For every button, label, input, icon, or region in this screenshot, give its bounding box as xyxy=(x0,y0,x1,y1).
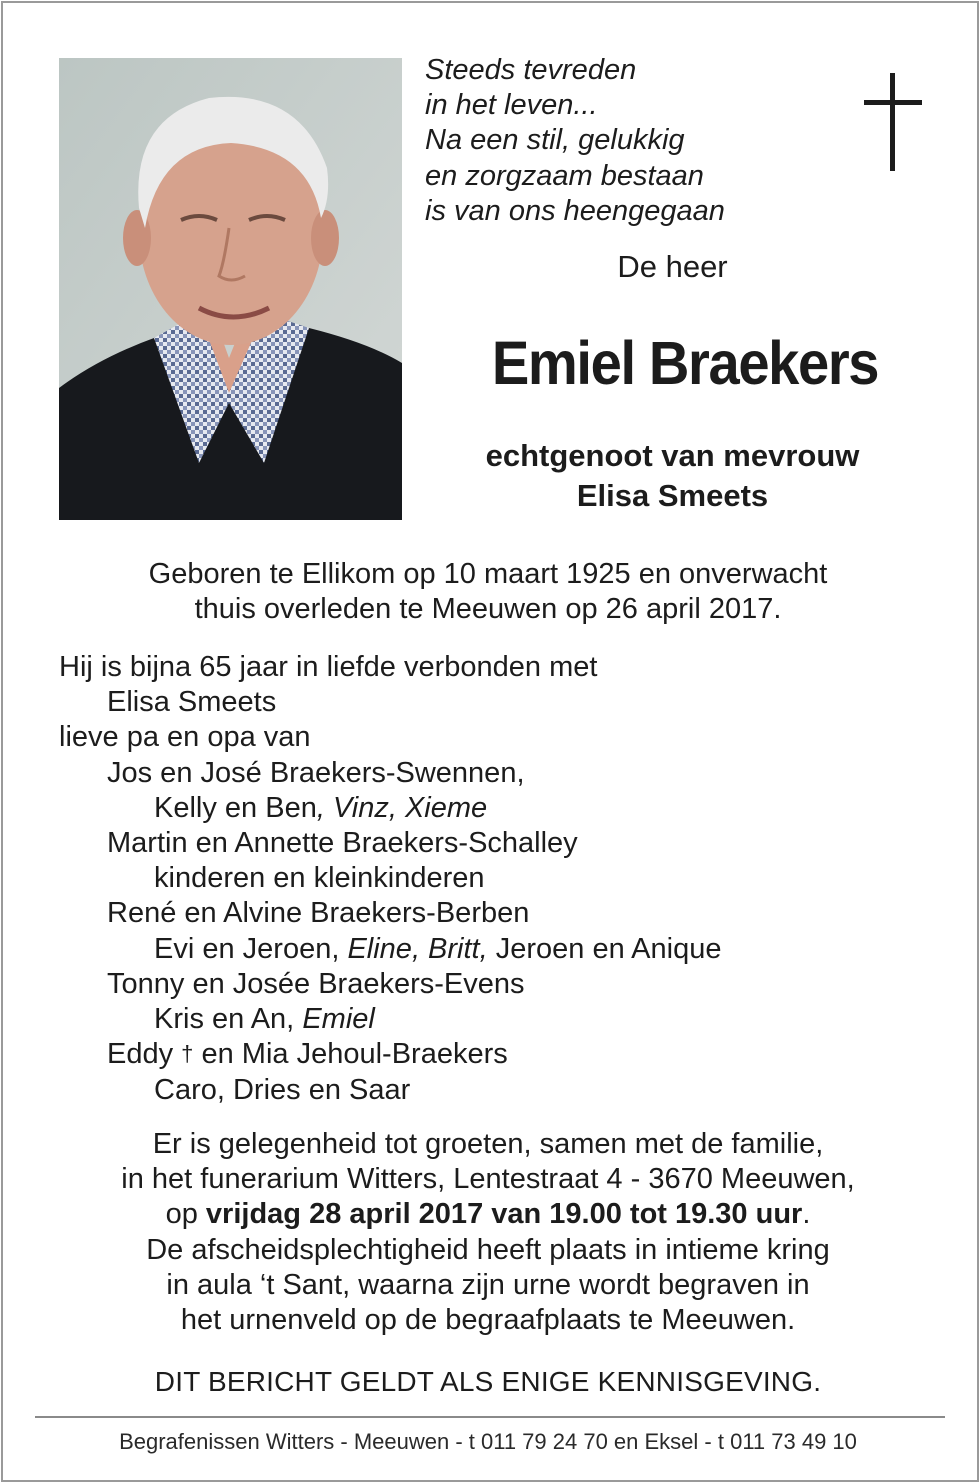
family-child: Martin en Annette Braekers-Schalley xyxy=(107,827,578,860)
death-line: thuis overleden te Meeuwen op 26 april 2017. xyxy=(194,593,782,625)
family-intro: Hij is bijna 65 jaar in liefde verbonden met xyxy=(59,651,598,683)
grandchildren-text: Kris en An, xyxy=(154,1003,303,1036)
visit-line: in het funerarium Witters, Lentestraat 4 - 3670 Meeuwen, xyxy=(121,1163,855,1196)
visit-line: in aula ‘t Sant, waarna zijn urne wordt begraven in xyxy=(166,1268,810,1301)
grandchildren-text: Kelly en Ben xyxy=(154,791,317,824)
family-child: Jos en José Braekers-Swennen, xyxy=(107,756,525,789)
poem-line: Na een stil, gelukkig xyxy=(425,124,685,157)
family-children-intro: lieve pa en opa van xyxy=(59,721,311,754)
family-child: Tonny en Josée Braekers-Evens xyxy=(107,967,525,1000)
poem-line: en zorgzaam bestaan xyxy=(425,159,704,192)
visit-datetime: vrijdag 28 april 2017 van 19.00 tot 19.30 uur xyxy=(205,1198,803,1231)
family-grandchildren xyxy=(59,932,721,967)
portrait-photo xyxy=(59,58,402,520)
footer-contact: Begrafenissen Witters - Meeuwen - t 011 79 24 70 en Eksel - t 011 73 49 10 xyxy=(119,1429,857,1454)
family-grandchildren xyxy=(59,1002,721,1037)
poem-line: in het leven... xyxy=(425,89,598,122)
poem-line: is van ons heengegaan xyxy=(425,194,725,227)
birth-line: Geboren te Ellikom op 10 maart 1925 en onverwacht xyxy=(148,558,828,590)
deceased-name: Emiel Braekers xyxy=(491,329,879,397)
family-list xyxy=(59,650,721,1109)
visit-text: op xyxy=(165,1198,206,1231)
spouse-block xyxy=(420,436,925,516)
title-prefix: De heer xyxy=(617,249,728,284)
birth-death-info xyxy=(0,557,976,627)
poem xyxy=(425,53,725,229)
family-grandchildren: Caro, Dries en Saar xyxy=(154,1074,411,1107)
family-child xyxy=(59,1037,721,1073)
visit-line: Er is gelegenheid tot groeten, samen met de familie, xyxy=(152,1128,824,1160)
grandchildren-italic: Emiel xyxy=(302,1003,375,1036)
deceased-cross-icon: † xyxy=(181,1041,194,1067)
visitation-info xyxy=(0,1127,976,1338)
grandchildren-italic: , Vinz, Xieme xyxy=(316,791,488,824)
poem-line: Steeds tevreden xyxy=(425,54,637,86)
grandchildren-text: Jeroen en Anique xyxy=(487,932,722,965)
visit-line: De afscheidsplechtigheid heeft plaats in intieme kring xyxy=(146,1233,830,1266)
child-text: en Mia Jehoul-Braekers xyxy=(193,1038,508,1071)
cross-icon xyxy=(864,73,922,171)
family-grandchildren xyxy=(59,791,721,826)
visit-line: het urnenveld op de begraafplaats te Meeuwen. xyxy=(180,1304,796,1337)
visit-line xyxy=(0,1197,976,1232)
visit-text: . xyxy=(802,1198,811,1231)
grandchildren-italic: Eline, Britt, xyxy=(347,932,488,965)
family-grandchildren: kinderen en kleinkinderen xyxy=(154,862,485,895)
family-wife: Elisa Smeets xyxy=(107,686,277,719)
footer-divider xyxy=(35,1416,945,1418)
grandchildren-text: Evi en Jeroen, xyxy=(154,932,348,965)
family-child: René en Alvine Braekers-Berben xyxy=(107,897,530,930)
spouse-name: Elisa Smeets xyxy=(576,478,769,513)
child-text: Eddy xyxy=(107,1038,182,1071)
spouse-line: echtgenoot van mevrouw xyxy=(485,438,860,473)
notice-text: DIT BERICHT GELDT ALS ENIGE KENNISGEVING. xyxy=(154,1366,822,1397)
